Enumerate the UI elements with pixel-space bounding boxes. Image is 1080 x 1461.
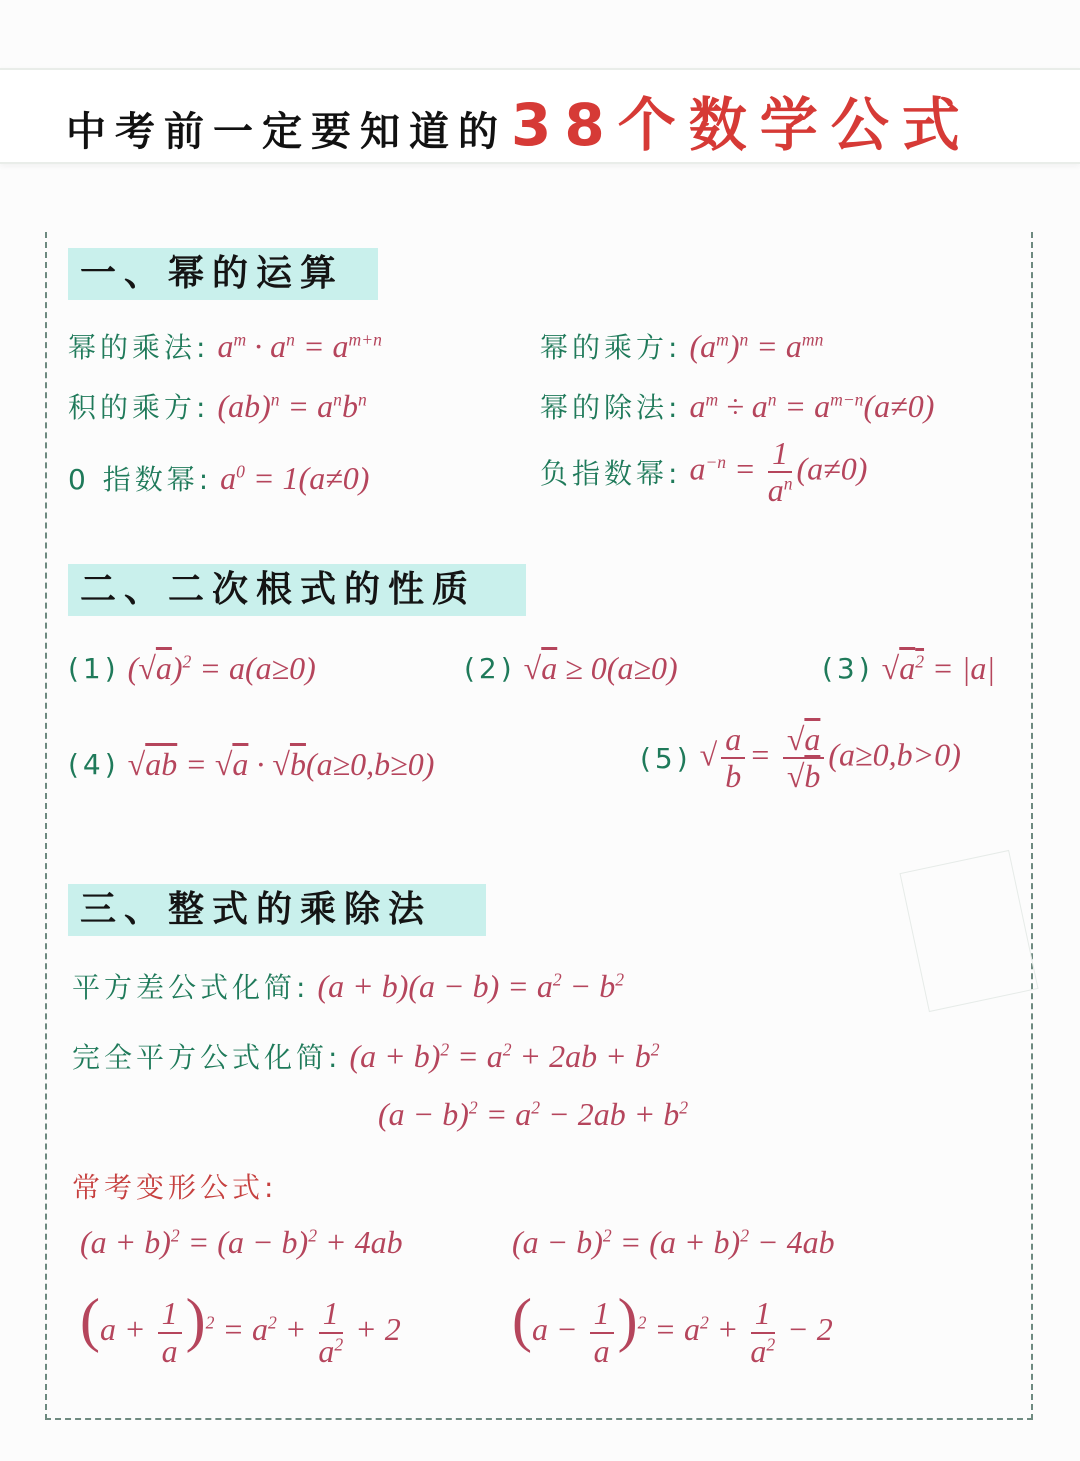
formula-perfect-square-minus: $(a - b)^2 = a^2 - 2ab + b^2$ bbox=[378, 1096, 689, 1132]
variant-formula-4: (a − $\frac{1}{a}$ )$^2 = a^2$ + $\frac{1}{a^2}$ − 2 bbox=[512, 1287, 833, 1369]
variant-heading: 常考变形公式: bbox=[72, 1171, 278, 1204]
formula-power-zero: 0 指数幂: $a^0 = 1(a\ne 0)$ bbox=[68, 459, 370, 496]
radical-property-2: (2) √a ≥ 0(a≥0) bbox=[464, 650, 678, 686]
radical-property-5: (5) √ $\frac{a}{b}$ = $\frac{√a}{√b}$ (a≥0,b>0) bbox=[640, 721, 961, 795]
title-red-part: 38个数学公式 bbox=[511, 91, 973, 159]
formula-power-div: 幂的除法: $a^m \div a^n = a^{m-n}(a\ne 0)$ bbox=[540, 387, 935, 424]
variant-formula-3: (a + $\frac{1}{a}$ )$^2 = a^2$ + $\frac{1}{a^2}$ + 2 bbox=[80, 1287, 401, 1369]
radical-property-4: (4) √ab = √a · √b(a≥0,b≥0) bbox=[68, 746, 435, 782]
formula-difference-of-squares: 平方差公式化简: $(a + b)(a - b) = a^2 - b^2$ bbox=[72, 967, 625, 1004]
formula-power-negative: 负指数幂: $a^{-n}$ = $\frac{1}{a^n}$ (a≠0) bbox=[540, 435, 868, 509]
formula-power-prod: 积的乘方: $(ab)^n = a^nb^n$ bbox=[68, 387, 367, 424]
radical-property-1: (1) $(√a)^2 = a(a\ge 0)$ bbox=[68, 650, 316, 686]
section-heading-polynomials: 三、整式的乘除法 bbox=[68, 884, 486, 936]
section-heading-radicals: 二、二次根式的性质 bbox=[68, 564, 526, 616]
formula-perfect-square-plus: 完全平方公式化简: $(a + b)^2 = a^2 + 2ab + b^2$ bbox=[72, 1037, 660, 1074]
formula-power-mul: 幂的乘法: $a^m \cdot a^n = a^{m+n}$ bbox=[68, 327, 382, 364]
formula-power-pow: 幂的乘方: $(a^m)^n = a^{mn}$ bbox=[540, 327, 824, 364]
title-black-part: 中考前一定要知道的 bbox=[66, 109, 507, 155]
variant-formula-1: $(a + b)^2 = (a - b)^2 + 4ab$ bbox=[80, 1224, 403, 1260]
page-title bbox=[66, 78, 973, 158]
radical-property-3: (3) $√a^2 = |a|$ bbox=[822, 650, 996, 686]
variant-formula-2: $(a - b)^2 = (a + b)^2 - 4ab$ bbox=[512, 1224, 835, 1260]
section-heading-powers: 一、幂的运算 bbox=[68, 248, 378, 300]
